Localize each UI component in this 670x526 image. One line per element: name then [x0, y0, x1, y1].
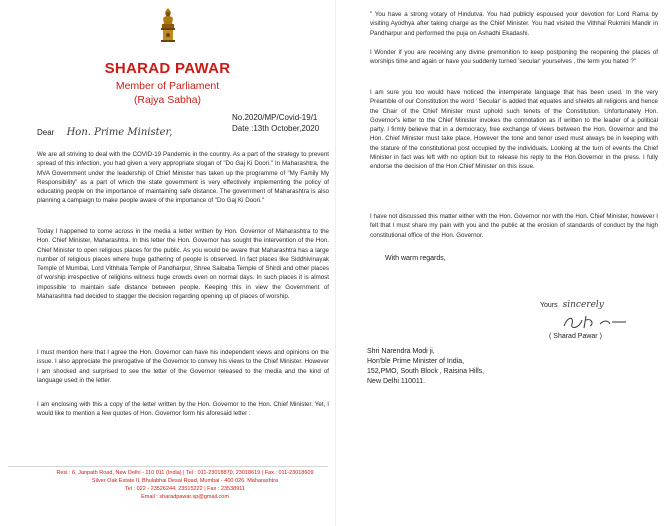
closing-yours [540, 300, 604, 310]
signature-icon [560, 312, 630, 332]
letterhead-name: SHARAD PAWAR [104, 60, 231, 77]
footer-phone: Tel : 022 - 23526244, 23515222 | Fax : 23538911 [125, 486, 245, 492]
closing-regards: With warm regards, [385, 255, 446, 262]
paragraph-2: Today I happened to come across in the media a letter written by Hon. Governor of Maharashtra to the Hon. Chief Minister, Maharashtra. In this letter the Hon. Governor has sought the intervention of the Hon. Chief Minister to open religious places for the public. As you would be aware that Maharashtra has a large number of religious places where huge gathering of people is observed. In fact places like Siddhivinayak Temple of Mumbai, Lord Vithhala Temple of Pandharpur, Shree Saibaba Temple of Shirdi and other places of worship irrespective of religions witness huge crowds even on normal days. In such places it is almost impossible to maintain safe distance between people. Keeping this in view the Government of Maharashtra had decided to stagger the decision regarding opening up of places of worship. [37, 228, 329, 301]
footer-divider [8, 466, 328, 467]
salutation-label: Dear [37, 128, 55, 137]
addressee-name: Shri Narendra Modi ji, [367, 348, 435, 355]
footer-residence: Resi : 6, Janpath Road, New Delhi - 110 011 (India) | Tel : 011-23018870, 23018619 | Fax : 011-23018609 [56, 470, 314, 476]
salutation [37, 127, 172, 138]
quote-paragraph-1: " You have a strong votary of Hindutva. You had publicly espoused your devotion for Lord Rama by visiting Ayodhya after taking charge as the Chief Minister. You had visited the Vithhal Rukmini Mandir in Pandharpur and performed the puja on Ashadhi Ekadashi. [370, 11, 658, 37]
addressee-office: 152,PMO, South Block , Raisina Hills, [367, 368, 485, 375]
signature-text [587, 315, 589, 316]
quote-paragraph-2: I Wonder if you are receiving any divine premonition to keep postponing the reopening the places of worships time and again or have you suddenly turned 'secular' yourselves , the term you hated ?" [370, 49, 658, 66]
paragraph-4: I am enclosing with this a copy of the letter written by the Hon. Governor to the Hon. Chief Minister. Yet, I would like to mention a few quotes of Hon. Governor form his aforesaid letter : [37, 401, 329, 418]
paragraph-3: I must mention here that I agree the Hon. Governor can have his independent views and opinions on the issue. I also appreciate the prerogative of the Governor to convey his views to the Chief Minister. However I am shocked and surprised to see the letter of the Governor released to the media and the kind of language used in the letter. [37, 349, 329, 384]
paragraph-6: I have not discussed this matter either with the Hon. Governor nor with the Hon. Chief Minister, however I felt that I must share my pain with you and the public at the erosion of standards of conduct by the high constitutional office of the Hon. Governor. [370, 213, 658, 239]
paragraph-1: We are all striving to deal with the COVID-19 Pandemic in the country. As a part of the strategy to prevent spread of this infection, you had given a very appropriate slogan of "Do Gaj Ki Doori." In Maharashtra, the MVA Government under the leadership of Chief Minister has taken up the programme of "My Family My Responsibility" as a part of which the state government is very effectively implementing the policy of educating people on the importance of maintaining safe distance. The government of Maharashtra is also planning a campaign to make people aware of the importance of "Do Gaj Ki Doori." [37, 151, 329, 205]
letterhead-house: (Rajya Sabha) [133, 94, 202, 106]
national-emblem-icon [157, 6, 179, 46]
addressee-designation: Hon'ble Prime Minister of India, [367, 358, 465, 365]
reference-number: No.2020/MP/Covid-19/1 [232, 113, 318, 122]
letterhead-title: Member of Parliament [115, 80, 220, 92]
addressee-city: New Delhi 110011. [367, 378, 426, 385]
closing-sincerely-handwritten: sincerely [562, 300, 604, 310]
salutation-handwritten: Hon. Prime Minister, [66, 127, 173, 138]
letter-page-2 [335, 0, 670, 526]
footer-email: Email : sharadpawar.sp@gmail.com [141, 494, 229, 500]
letter-date: Date :13th October,2020 [232, 124, 320, 133]
signatory-name: ( Sharad Pawar ) [549, 333, 602, 340]
footer-mumbai-address: Silver Oak Estate II, Bhulabhai Desai Road, Mumbai - 400 026. Maharashtra [91, 478, 279, 484]
paragraph-5: I am sure you too would have noticed the intemperate language that has been used. In the very Preamble of our Constitution the word ' Secular' is added that equates and shields all religions and hence the Chair of the Chief Minister must uphold such tenets of the Constitution. Unfortunately Hon. Governor's letter to the Chief Minister invokes the connotation as if written to the leader of a political party. I firmly believe that in a democracy, free exchange of views between the Hon. Governor and the Hon. Chief Minister must take place. However the tone and tenor used must always be in keeping with the stature of the constitutional post occupied by the individuals. Looking at the turn of events the Chief Minister in fact was left with no option but to release his reply to the Hon.Governor in the press. I fully endorse the decision of the Hon.Chief Minister on this issue. [370, 89, 658, 171]
closing-yours-label: Yours [540, 302, 558, 309]
